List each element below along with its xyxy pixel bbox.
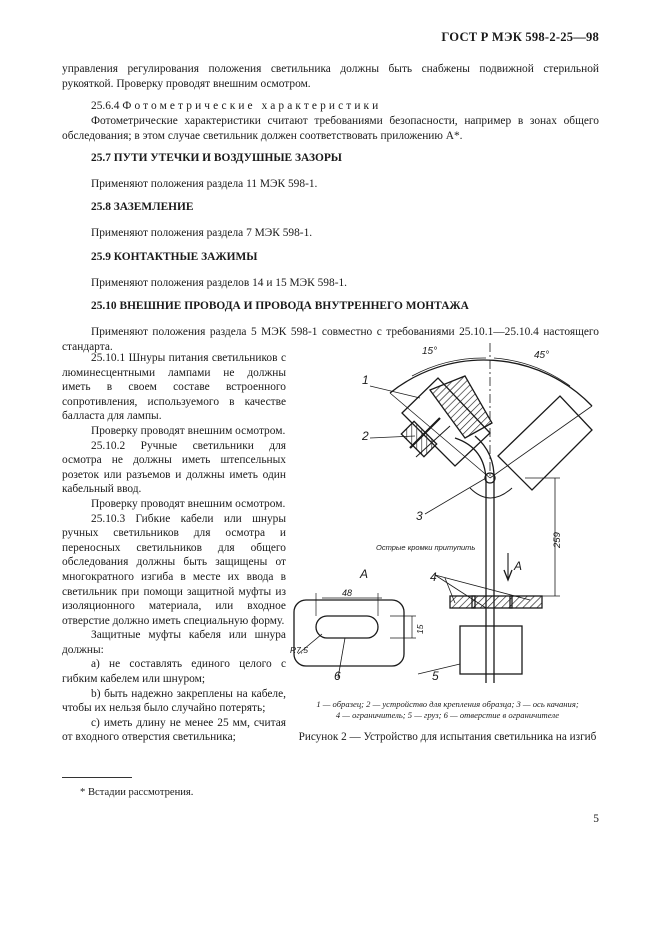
section-title-spaced: Фотометрические характеристики — [122, 100, 382, 112]
weight-5 — [460, 626, 522, 674]
note-sharp-edges: Острые кромки притупить — [376, 543, 476, 552]
footnote: * Встадии рассмотрения. — [80, 787, 194, 798]
luminaire-right-position — [498, 396, 592, 490]
para-sleeves: Защитные муфты кабеля или шнура должны: — [62, 629, 286, 656]
text-25-10: Применяют положения раздела 5 МЭК 598-1 совместно с требованиями 25.10.1—25.10.4 настоящего стандарта. — [62, 326, 599, 353]
document-header: ГОСТ Р МЭК 598-2-25—98 — [441, 30, 599, 44]
figure-caption: Рисунок 2 — Устройство для испытания светильника на изгиб — [298, 731, 597, 743]
label-5: 5 — [432, 669, 439, 683]
page-number: 5 — [593, 813, 599, 825]
para-item-a: а) не составлять единого целого с гибким кабелем или шнуром; — [62, 658, 286, 686]
heading-25-7: 25.7 ПУТИ УТЕЧКИ И ВОЗДУШНЫЕ ЗАЗОРЫ — [91, 152, 342, 164]
heading-25-10: 25.10 ВНЕШНИЕ ПРОВОДА И ПРОВОДА ВНУТРЕННЕГО МОНТАЖА — [91, 300, 469, 312]
figure-legend-line1: 1 — образец; 2 — устройство для крепления образца; 3 — ось качания; — [316, 699, 579, 709]
section-25-6-4-text: Фотометрические характеристики считают требованиями безопасности, например в зонах общего обследования; в этом случае светильник должен соответствовать приложению А*. — [62, 115, 599, 142]
intro-paragraph: управления регулирования положения светильника должны быть снабжены подвижной стерильной рукояткой. Проверку проводят внешним осмотром. — [62, 63, 599, 90]
left-column — [62, 351, 286, 745]
text-25-9: Применяют положения разделов 14 и 15 МЭК 598-1. — [91, 277, 348, 289]
label-4: 4 — [430, 570, 437, 584]
view-label-a-left: A — [360, 567, 369, 581]
footnote-divider — [62, 777, 132, 778]
heading-25-8: 25.8 ЗАЗЕМЛЕНИЕ — [91, 201, 194, 213]
label-radius: R7,5 — [290, 645, 308, 655]
figure-legend-line2: 4 — ограничитель; 5 — груз; 6 — отверстие в ограничителе — [335, 710, 560, 720]
para-25-10-2: 25.10.2 Ручные светильники для осмотра не должны иметь штепсельных розеток или разъемов и должны иметь один кабельный ввод. — [62, 439, 286, 496]
para-item-b: b) быть надежно закреплены на кабеле, чтобы их нельзя было случайно потерять; — [62, 687, 286, 715]
para-item-c: с) иметь длину не менее 25 мм, считая от входного отверстия светильника; — [62, 716, 286, 744]
limiter-view — [294, 600, 404, 666]
para-check-1: Проверку проводят внешним осмотром. — [91, 424, 286, 437]
para-25-10-3: 25.10.3 Гибкие кабели или шнуры ручных светильников для осмотра и переносных светильников для общего обследования должны быть защищены от многократного изгиба в месте их ввода в светильник при помощи защитной муфты из изоляционного материала, или входное отверстие должно иметь специальную форму. — [62, 512, 286, 627]
figure-legend — [290, 699, 605, 721]
view-label-a-right: A — [514, 559, 523, 573]
section-25-6-4 — [91, 99, 599, 114]
label-angle-45: 45° — [534, 350, 550, 361]
text-25-8: Применяют положения раздела 7 МЭК 598-1. — [91, 227, 313, 239]
limiter-slot-6 — [316, 616, 378, 638]
label-angle-15: 15° — [422, 346, 438, 357]
label-dim-48: 48 — [342, 588, 353, 598]
label-dim-15: 15 — [415, 624, 425, 634]
label-1: 1 — [362, 373, 369, 387]
para-check-2: Проверку проводят внешним осмотром. — [91, 497, 286, 510]
label-dim-259: 259 — [552, 532, 563, 548]
label-2: 2 — [362, 429, 369, 443]
section-number: 25.6.4 — [91, 100, 120, 112]
text-25-7: Применяют положения раздела 11 МЭК 598-1. — [91, 178, 318, 190]
label-6: 6 — [334, 669, 341, 683]
para-25-10-1: 25.10.1 Шнуры питания светильников с люминесцентными лампами не должны иметь в своем составе встроенного сопротивления, используемого в качестве балласта для лампы. — [62, 352, 286, 423]
limiter-4-part — [472, 596, 512, 608]
heading-25-9: 25.9 КОНТАКТНЫЕ ЗАЖИМЫ — [91, 251, 258, 263]
swing-arc — [390, 360, 592, 406]
figure-bending-test-device — [290, 338, 605, 698]
sample-clamp-hatched — [430, 376, 492, 438]
label-3: 3 — [416, 509, 423, 523]
